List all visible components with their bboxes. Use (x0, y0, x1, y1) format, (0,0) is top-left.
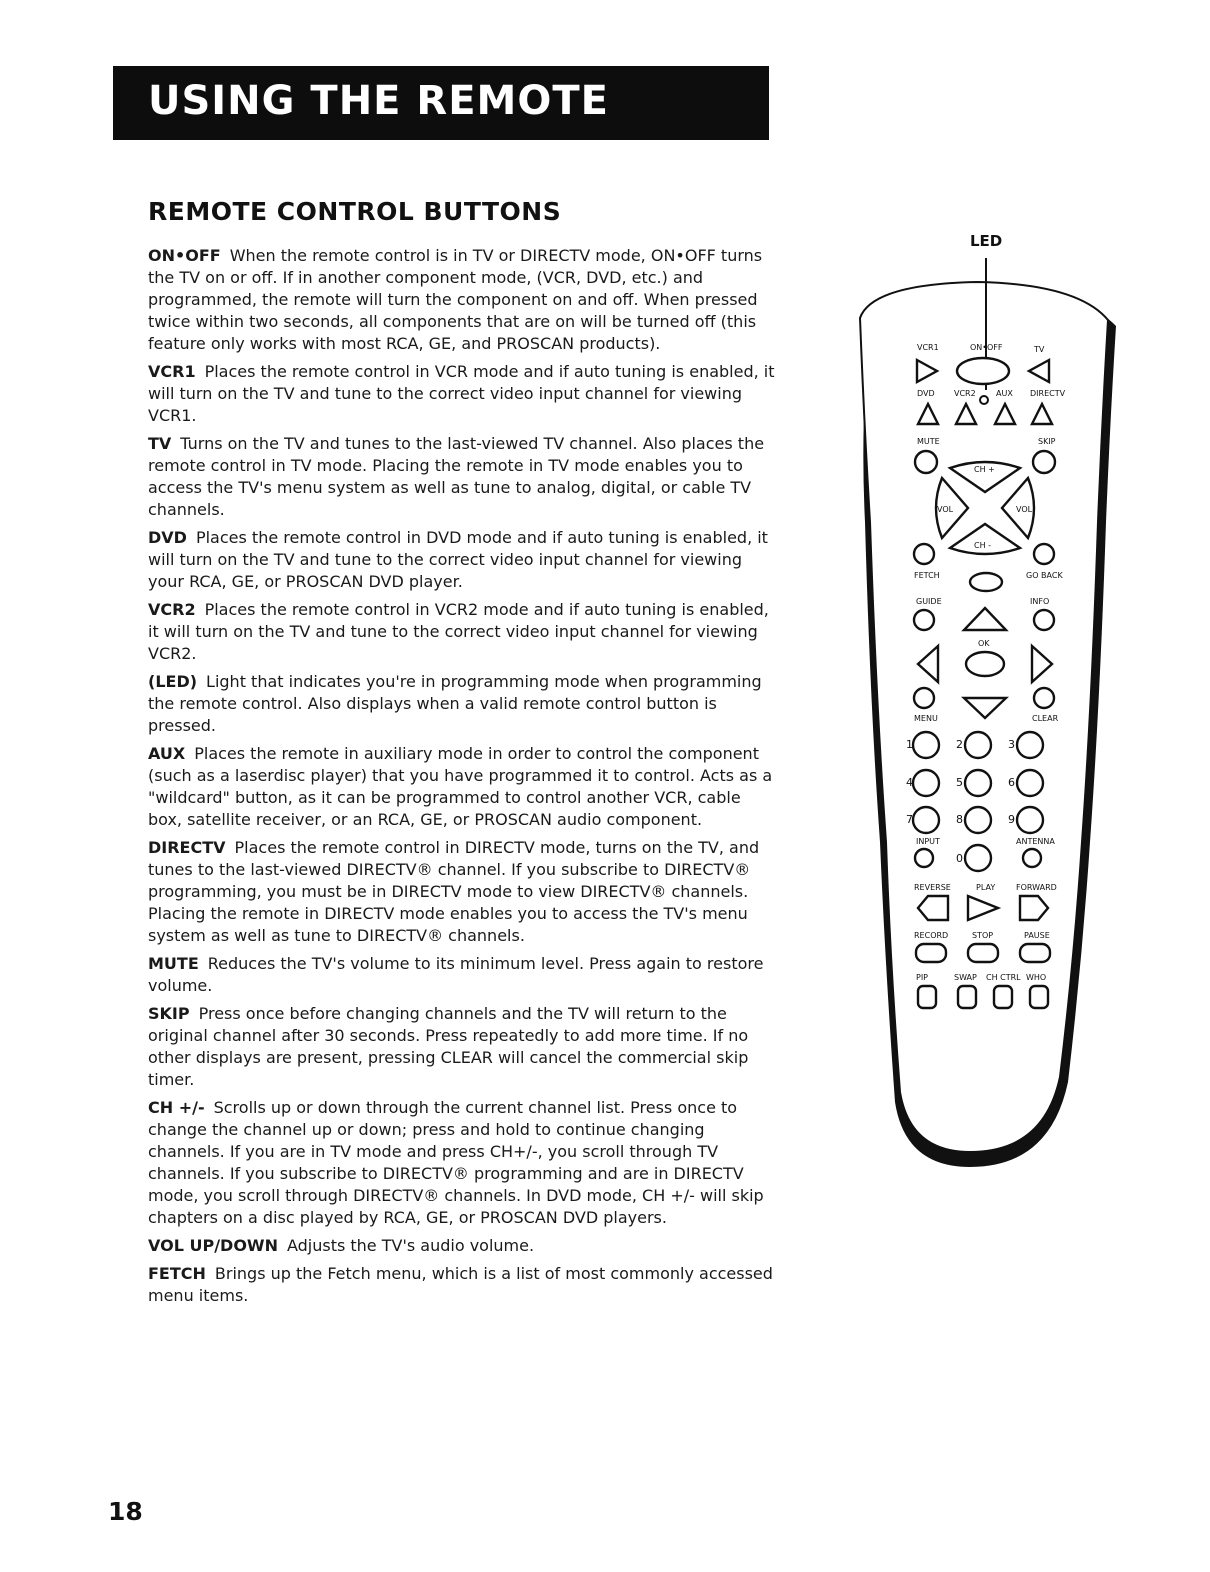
mute-button (915, 451, 937, 473)
remote-svg (820, 222, 1130, 1172)
led-indicator (980, 396, 988, 404)
digit-5-label: 5 (956, 776, 963, 789)
digit-7-label: 7 (906, 813, 913, 826)
menu-button (914, 688, 934, 708)
entry-term: (LED) (148, 672, 198, 691)
entry-text: Places the remote control in DVD mode and if auto tuning is enabled, it will turn on the TV and tune to the correct video input channel for viewing your RCA, GE, or PROSCAN DVD player. (148, 528, 768, 591)
entry-text: Turns on the TV and tunes to the last-viewed TV channel. Also places the remote control in TV mode. Placing the remote in TV mode enables you to access the TV's menu system as well as tune to analog, digital, or cable TV channels. (148, 434, 765, 519)
digit-3-button (1017, 732, 1043, 758)
on-off-button (957, 358, 1009, 384)
entry-vcr1 (148, 361, 776, 427)
entry-term: DVD (148, 528, 187, 547)
entry-vol (148, 1235, 776, 1257)
label-ch-minus: CH - (974, 541, 992, 550)
entry-vcr2 (148, 599, 776, 665)
label-forward: FORWARD (1016, 883, 1057, 892)
digit-0-button (965, 845, 991, 871)
digit-2-button (965, 732, 991, 758)
label-swap: SWAP (954, 973, 977, 982)
label-mute: MUTE (917, 437, 940, 446)
clear-button (1034, 688, 1054, 708)
entry-aux (148, 743, 776, 831)
digit-5-button (965, 770, 991, 796)
entry-term: CH +/- (148, 1098, 205, 1117)
pip-button (918, 986, 936, 1008)
digit-7-button (913, 807, 939, 833)
digit-4-label: 4 (906, 776, 913, 789)
go-back-button (1034, 544, 1054, 564)
entry-led (148, 671, 776, 737)
section-heading: REMOTE CONTROL BUTTONS (148, 197, 562, 226)
digit-4-button (913, 770, 939, 796)
label-go-back: GO BACK (1026, 571, 1063, 580)
label-dvd: DVD (917, 389, 935, 398)
digit-3-label: 3 (1008, 738, 1015, 751)
input-button (915, 849, 933, 867)
entry-fetch (148, 1263, 776, 1307)
entry-on-off (148, 245, 776, 355)
stop-button (968, 944, 998, 962)
label-directv: DIRECTV (1030, 389, 1066, 398)
label-ok: OK (978, 639, 990, 648)
entry-term: TV (148, 434, 172, 453)
label-record: RECORD (914, 931, 949, 940)
entry-term: ON•OFF (148, 246, 221, 265)
entry-term: VCR2 (148, 600, 196, 619)
led-label: LED (970, 232, 1003, 250)
entry-text: Reduces the TV's volume to its minimum level. Press again to restore volume. (148, 954, 764, 995)
entry-text: Adjusts the TV's audio volume. (286, 1236, 535, 1255)
digit-0-label: 0 (956, 852, 963, 865)
skip-button (1033, 451, 1055, 473)
ok-button (966, 652, 1004, 676)
label-ch-plus: CH + (974, 465, 995, 474)
entry-text: Scrolls up or down through the current channel list. Press once to change the channel up or down; press and hold to continue changing channels. If you are in TV mode and press CH+/-, you scroll through TV channels. If you subscribe to DIRECTV® programming and are in DIRECTV mode, you scroll through DIRECTV® channels. In DVD mode, CH +/- will skip chapters on a disc played by RCA, GE, or PROSCAN DVD players. (148, 1098, 764, 1227)
digit-6-button (1017, 770, 1043, 796)
entry-text: Brings up the Fetch menu, which is a list of most commonly accessed menu items. (148, 1264, 773, 1305)
fetch-button (914, 544, 934, 564)
label-play: PLAY (976, 883, 996, 892)
entry-skip (148, 1003, 776, 1091)
entry-tv (148, 433, 776, 521)
guide-button (914, 610, 934, 630)
antenna-button (1023, 849, 1041, 867)
digit-9-button (1017, 807, 1043, 833)
button-descriptions (148, 245, 776, 1313)
label-clear: CLEAR (1032, 714, 1059, 723)
label-who: WHO (1026, 973, 1047, 982)
label-input: INPUT (916, 837, 940, 846)
label-menu: MENU (914, 714, 938, 723)
entry-term: AUX (148, 744, 186, 763)
digit-1-label: 1 (906, 738, 913, 751)
page-title: USING THE REMOTE (148, 78, 609, 124)
entry-term: VOL UP/DOWN (148, 1236, 278, 1255)
label-reverse: REVERSE (914, 883, 951, 892)
entry-term: VCR1 (148, 362, 196, 381)
entry-term: FETCH (148, 1264, 206, 1283)
digit-6-label: 6 (1008, 776, 1015, 789)
entry-directv (148, 837, 776, 947)
ch-ctrl-button (994, 986, 1012, 1008)
entry-term: SKIP (148, 1004, 190, 1023)
entry-text: When the remote control is in TV or DIRECTV mode, ON•OFF turns the TV on or off. If in another component mode, (VCR, DVD, etc.) and programmed, the remote will turn the component on and off. When pressed twice within two seconds, all components that are on will be turned off (this feature only works with most RCA, GE, and PROSCAN products). (148, 246, 763, 353)
header-bar (113, 66, 769, 140)
center-button (970, 573, 1002, 591)
entry-text: Places the remote control in VCR mode and if auto tuning is enabled, it will turn on the TV and tune to the correct video input channel for viewing VCR1. (148, 362, 775, 425)
entry-text: Places the remote control in VCR2 mode and if auto tuning is enabled, it will turn on the TV and tune to the correct video input channel for viewing VCR2. (148, 600, 769, 663)
label-fetch: FETCH (914, 571, 940, 580)
pause-button (1020, 944, 1050, 962)
swap-button (958, 986, 976, 1008)
label-guide: GUIDE (916, 597, 942, 606)
label-vol-left: VOL (937, 505, 954, 514)
entry-ch (148, 1097, 776, 1229)
info-button (1034, 610, 1054, 630)
label-pause: PAUSE (1024, 931, 1050, 940)
label-tv: TV (1034, 345, 1045, 354)
label-info: INFO (1030, 597, 1050, 606)
label-vcr1: VCR1 (917, 343, 939, 352)
label-vol-right: VOL (1016, 505, 1033, 514)
entry-term: MUTE (148, 954, 199, 973)
who-button (1030, 986, 1048, 1008)
label-antenna: ANTENNA (1016, 837, 1055, 846)
entry-text: Press once before changing channels and the TV will return to the original channel after 30 seconds. Press repeatedly to add more time. If no other displays are present, pressing CLEAR will cancel the commercial skip timer. (148, 1004, 749, 1089)
label-ch-ctrl: CH CTRL (986, 973, 1021, 982)
entry-text: Places the remote control in DIRECTV mode, turns on the TV, and tunes to the last-viewed DIRECTV® channel. If you subscribe to DIRECTV® programming, you must be in DIRECTV mode to view DIRECTV® channels. Placing the remote in DIRECTV mode enables you to access the TV's menu system as well as tune to DIRECTV® channels. (148, 838, 760, 945)
label-pip: PIP (916, 973, 929, 982)
entry-term: DIRECTV (148, 838, 226, 857)
digit-8-label: 8 (956, 813, 963, 826)
label-aux: AUX (996, 389, 1013, 398)
page-number: 18 (108, 1497, 143, 1526)
record-button (916, 944, 946, 962)
digit-8-button (965, 807, 991, 833)
label-vcr2: VCR2 (954, 389, 976, 398)
digit-2-label: 2 (956, 738, 963, 751)
digit-1-button (913, 732, 939, 758)
label-on-off: ON•OFF (970, 343, 1003, 352)
entry-text: Places the remote in auxiliary mode in order to control the component (such as a laserdisc player) that you have programmed it to control. Acts as a "wildcard" button, as it can be programmed to control another VCR, cable box, satellite receiver, or an RCA, GE, or PROSCAN audio component. (148, 744, 773, 829)
label-stop: STOP (972, 931, 994, 940)
label-skip: SKIP (1038, 437, 1056, 446)
entry-mute (148, 953, 776, 997)
entry-dvd (148, 527, 776, 593)
digit-9-label: 9 (1008, 813, 1015, 826)
remote-control-illustration (820, 222, 1130, 1172)
entry-text: Light that indicates you're in programming mode when programming the remote control. Also displays when a valid remote control button is pressed. (148, 672, 762, 735)
